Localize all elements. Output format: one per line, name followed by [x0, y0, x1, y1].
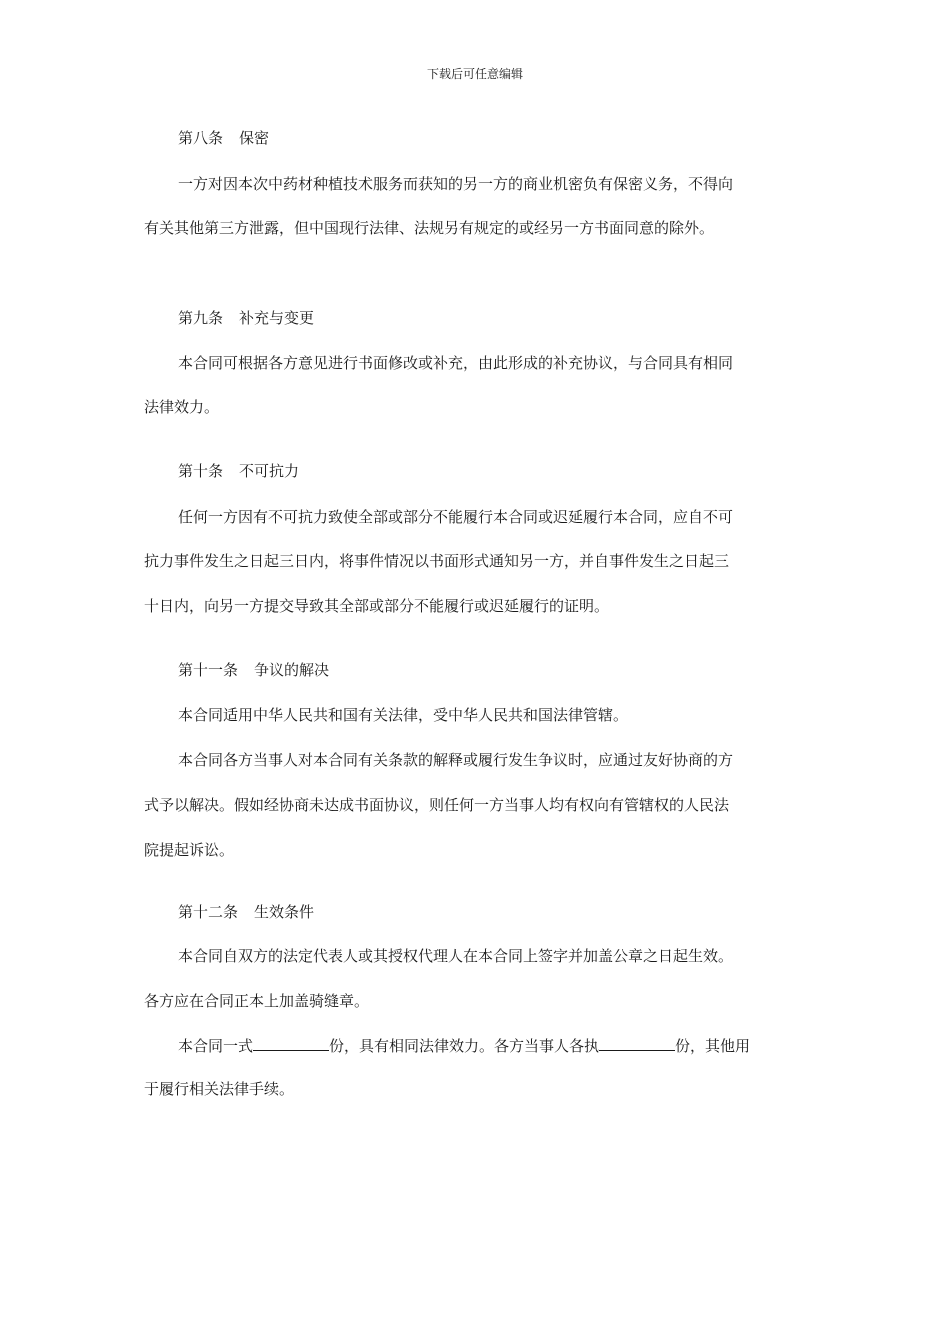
paragraph-line: 各方应在合同正本上加盖骑缝章。 [144, 992, 370, 1010]
article-title: 争议的解决 [254, 661, 330, 679]
paragraph-line: 于履行相关法律手续。 [144, 1080, 295, 1098]
article-title: 保密 [239, 129, 270, 147]
copies-count-blank [253, 1035, 329, 1051]
article-number: 第九条 [178, 309, 224, 327]
page-header: 下载后可任意编辑 [426, 67, 523, 81]
copies-text-part3: 份，其他用 [675, 1037, 751, 1055]
article-number: 第十二条 [178, 903, 239, 921]
article-heading [178, 660, 838, 680]
paragraph-line: 任何一方因有不可抗力致使全部或部分不能履行本合同或迟延履行本合同，应自不可 [178, 508, 734, 526]
paragraph-line: 法律效力。 [144, 398, 220, 416]
copies-line [178, 1035, 838, 1056]
article-heading [178, 902, 838, 922]
paragraph-line: 本合同各方当事人对本合同有关条款的解释或履行发生争议时，应通过友好协商的方 [178, 751, 734, 769]
article-heading [178, 308, 838, 328]
paragraph-line: 本合同可根据各方意见进行书面修改或补充，由此形成的补充协议，与合同具有相同 [178, 354, 734, 372]
article-title: 补充与变更 [239, 309, 315, 327]
paragraph-line: 十日内，向另一方提交导致其全部或部分不能履行或迟延履行的证明。 [144, 597, 610, 615]
article-heading [178, 128, 838, 148]
paragraph-line: 本合同自双方的法定代表人或其授权代理人在本合同上签字并加盖公章之日起生效。 [178, 947, 734, 965]
paragraph-line: 院提起诉讼。 [144, 841, 235, 859]
copies-text-part1: 本合同一式 [178, 1037, 254, 1055]
article-title: 不可抗力 [239, 462, 300, 480]
article-number: 第十条 [178, 462, 224, 480]
article-number: 第八条 [178, 129, 224, 147]
each-party-count-blank [599, 1035, 675, 1051]
article-heading [178, 461, 838, 481]
article-number: 第十一条 [178, 661, 239, 679]
copies-text-part2: 份，具有相同法律效力。各方当事人各执 [329, 1037, 600, 1055]
paragraph-line: 一方对因本次中药材种植技术服务而获知的另一方的商业机密负有保密义务，不得向 [178, 175, 734, 193]
paragraph-line: 本合同适用中华人民共和国有关法律，受中华人民共和国法律管辖。 [178, 706, 629, 724]
paragraph-line: 有关其他第三方泄露，但中国现行法律、法规另有规定的或经另一方书面同意的除外。 [144, 219, 715, 237]
article-title: 生效条件 [254, 903, 315, 921]
paragraph-line: 式予以解决。假如经协商未达成书面协议，则任何一方当事人均有权向有管辖权的人民法 [144, 796, 730, 814]
paragraph-line: 抗力事件发生之日起三日内，将事件情况以书面形式通知另一方，并自事件发生之日起三 [144, 552, 730, 570]
